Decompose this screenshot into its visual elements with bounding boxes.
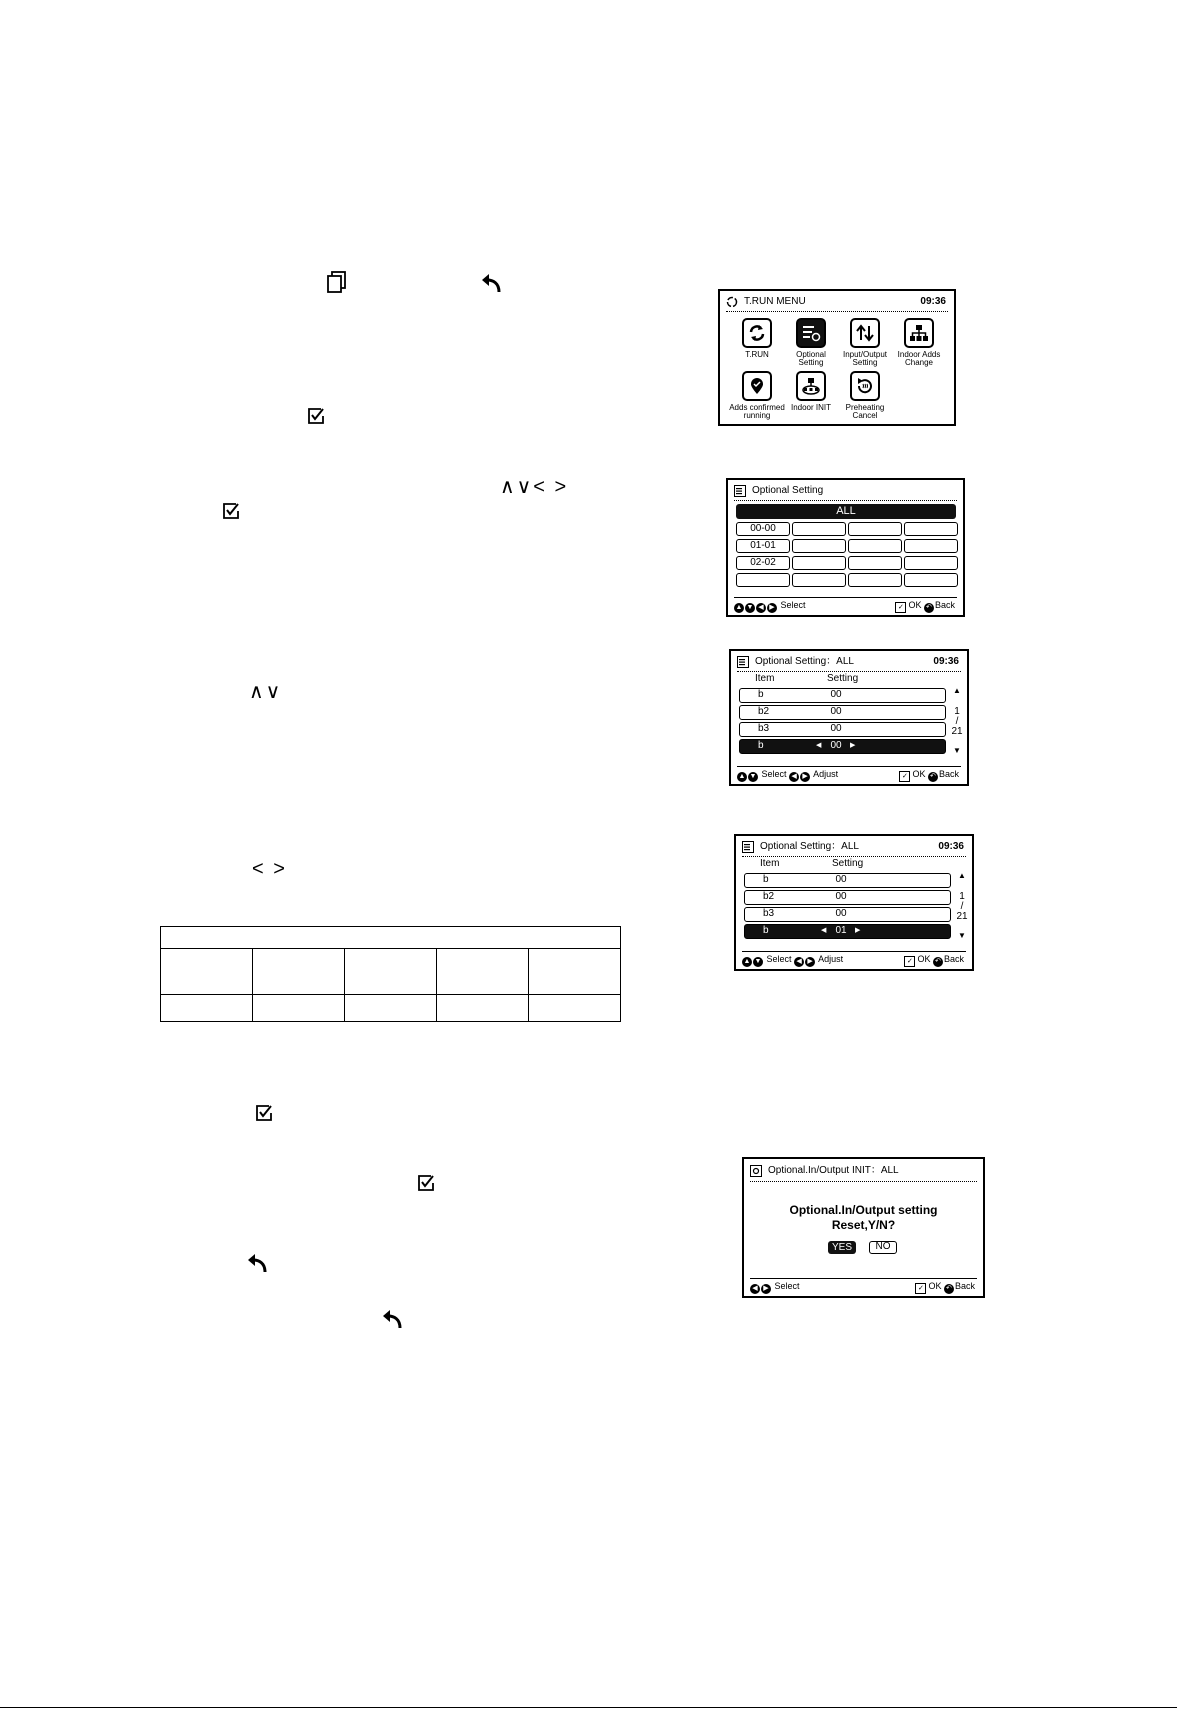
- screen-header: [737, 653, 961, 672]
- column-header-item: Item: [755, 673, 775, 684]
- blank-table: [160, 926, 621, 1022]
- arrow-keys-leftright: < >: [252, 858, 287, 880]
- menu-item-label: Preheating Cancel: [845, 403, 885, 420]
- down-button-icon: ▼: [754, 958, 762, 965]
- menu-item-indoor-init[interactable]: [783, 371, 839, 412]
- increase-arrow-icon: ▶: [850, 742, 856, 749]
- column-header-setting: Setting: [827, 673, 859, 684]
- screen-footer: [750, 1278, 977, 1293]
- setting-row-selected[interactable]: [739, 739, 946, 754]
- column-header-setting: Setting: [832, 858, 864, 869]
- back-button-icon: ↶: [944, 1284, 954, 1294]
- setting-row-selected[interactable]: [744, 924, 951, 939]
- page-current: 1: [959, 891, 965, 902]
- all-option-label: ALL: [836, 505, 856, 517]
- table-cell: [161, 949, 253, 995]
- footer-ok: OK: [908, 600, 922, 610]
- location-pin-icon: [742, 371, 772, 401]
- option-cell-label: 00-00: [750, 523, 776, 534]
- no-button-label: NO: [875, 1241, 891, 1252]
- row-item: b: [763, 874, 769, 885]
- option-cell[interactable]: [736, 522, 790, 536]
- option-cell[interactable]: [848, 539, 902, 553]
- footer-adjust: Adjust: [818, 954, 844, 964]
- trun-menu-screen: [718, 289, 956, 426]
- back-arrow-icon: [247, 1253, 269, 1273]
- screen-footer: [737, 766, 961, 781]
- up-button-icon: ▲: [735, 604, 743, 611]
- row-setting: 01: [835, 925, 847, 936]
- row-setting: 00: [835, 891, 847, 902]
- footer-ok: OK: [917, 954, 931, 964]
- table-cell: [345, 949, 437, 995]
- menu-item-label: Indoor INIT: [790, 403, 831, 412]
- footer-select: Select: [761, 769, 787, 779]
- screen-time: 09:36: [938, 841, 964, 852]
- option-cell[interactable]: [792, 539, 846, 553]
- option-cell[interactable]: [848, 556, 902, 570]
- all-option[interactable]: [736, 504, 956, 519]
- option-cell[interactable]: [904, 556, 958, 570]
- check-box-icon: [417, 1174, 435, 1192]
- back-button-icon: ↶: [928, 772, 938, 782]
- row-setting: 00: [835, 874, 847, 885]
- row-item: b2: [763, 891, 775, 902]
- footer-ok: OK: [912, 769, 926, 779]
- network-reset-icon: [796, 371, 826, 401]
- row-item: b3: [758, 723, 770, 734]
- menu-item-indoor-adds-change[interactable]: [891, 318, 947, 367]
- table-cell: [437, 949, 529, 995]
- ok-check-icon: ✓: [915, 1283, 926, 1294]
- footer-ok: OK: [928, 1281, 942, 1291]
- footer-select: Select: [780, 600, 806, 610]
- row-item: b: [758, 740, 764, 751]
- page-separator: /: [955, 716, 959, 727]
- menu-item-label: Optional Setting: [796, 350, 826, 367]
- row-item: b: [758, 689, 764, 700]
- decrease-arrow-icon: ◀: [821, 927, 827, 934]
- menu-item-trun[interactable]: [729, 318, 785, 359]
- setting-row[interactable]: [744, 873, 951, 888]
- footer-back: Back: [938, 769, 959, 779]
- option-cell[interactable]: [792, 522, 846, 536]
- option-cell[interactable]: [904, 573, 958, 587]
- scroll-down-icon[interactable]: ▼: [953, 746, 961, 755]
- page-total: 21: [956, 911, 968, 922]
- back-button-icon: ↶: [924, 603, 934, 613]
- network-icon: [904, 318, 934, 348]
- row-item: b3: [763, 908, 775, 919]
- footer-select: Select: [774, 1281, 800, 1291]
- screen-title: Optional Setting: [752, 485, 824, 496]
- back-arrow-icon: [382, 1309, 404, 1329]
- up-button-icon: ▲: [738, 773, 746, 780]
- option-cell-label: 02-02: [750, 557, 776, 568]
- right-button-icon: ▶: [767, 603, 777, 613]
- table-cell: [437, 995, 529, 1022]
- check-box-icon: [222, 502, 240, 520]
- recycle-icon: [742, 318, 772, 348]
- setting-row[interactable]: [744, 890, 951, 905]
- screen-footer: [734, 597, 957, 612]
- footer-select: Select: [766, 954, 792, 964]
- menu-item-label: Adds confirmed running: [729, 403, 785, 420]
- menu-item-preheating-cancel[interactable]: [837, 371, 893, 420]
- footer-back: Back: [934, 600, 955, 610]
- page-total: 21: [951, 726, 963, 737]
- option-cell[interactable]: [736, 539, 790, 553]
- settings-list-icon: [734, 485, 746, 497]
- arrow-keys-all: ∧∨< >: [500, 476, 569, 498]
- row-setting: 00: [830, 689, 842, 700]
- footer-back: Back: [943, 954, 964, 964]
- settings-list-icon: [796, 318, 826, 348]
- optional-setting-screen: [726, 478, 965, 617]
- option-cell[interactable]: [792, 573, 846, 587]
- table-header-cell: [161, 927, 621, 949]
- option-cell[interactable]: [736, 556, 790, 570]
- row-item: b2: [758, 706, 770, 717]
- option-cell[interactable]: [904, 522, 958, 536]
- preheat-cancel-icon: [850, 371, 880, 401]
- menu-item-label: Input/Output Setting: [842, 350, 888, 367]
- confirm-message-line2: Reset,Y/N?: [831, 1218, 896, 1232]
- no-button[interactable]: [869, 1241, 897, 1254]
- screen-footer: [742, 951, 966, 966]
- screen-title: Optional Setting：ALL: [755, 656, 854, 667]
- init-icon: [750, 1165, 762, 1177]
- up-down-arrows-icon: [850, 318, 880, 348]
- footer-adjust: Adjust: [813, 769, 839, 779]
- setting-row[interactable]: [744, 907, 951, 922]
- left-button-icon: ◀: [756, 603, 766, 613]
- confirm-message-line1: Optional.In/Output setting: [789, 1203, 938, 1217]
- right-button-icon: ▶: [761, 1284, 771, 1294]
- option-cell[interactable]: [736, 573, 790, 587]
- menu-item-input-output-setting[interactable]: [837, 318, 893, 367]
- yes-button-label: YES: [831, 1242, 852, 1253]
- page-separator: /: [960, 901, 964, 912]
- scroll-up-icon[interactable]: ▲: [958, 871, 966, 880]
- down-button-icon: ▼: [749, 773, 757, 780]
- yes-button[interactable]: [828, 1241, 856, 1254]
- row-setting: 00: [835, 908, 847, 919]
- menu-item-label: Indoor Adds Change: [897, 350, 941, 367]
- ok-check-icon: ✓: [904, 956, 915, 967]
- increase-arrow-icon: ▶: [855, 927, 861, 934]
- screen-time: 09:36: [933, 656, 959, 667]
- column-header-item: Item: [760, 858, 780, 869]
- ok-check-icon: ✓: [895, 602, 906, 613]
- recycle-icon: [726, 296, 738, 308]
- row-item: b: [763, 925, 769, 936]
- left-button-icon: ◀: [750, 1284, 760, 1294]
- screen-title: Optional.In/Output INIT：ALL: [768, 1165, 899, 1176]
- table-cell: [161, 995, 253, 1022]
- confirm-message: [744, 1203, 983, 1233]
- optional-io-init-screen: [742, 1157, 985, 1298]
- right-button-icon: ▶: [805, 957, 815, 967]
- footer-back: Back: [954, 1281, 975, 1291]
- ok-check-icon: ✓: [899, 771, 910, 782]
- option-cell[interactable]: [904, 539, 958, 553]
- settings-list-icon: [737, 656, 749, 668]
- option-cell[interactable]: [792, 556, 846, 570]
- table-cell: [253, 995, 345, 1022]
- scroll-down-icon[interactable]: ▼: [958, 931, 966, 940]
- scroll-up-icon[interactable]: ▲: [953, 686, 961, 695]
- table-cell: [529, 995, 621, 1022]
- screen-header: [734, 482, 957, 501]
- optional-setting-items-screen-adjusted: [734, 834, 974, 971]
- menu-item-adds-confirmed-running[interactable]: [729, 371, 785, 420]
- optional-setting-items-screen: [729, 649, 969, 786]
- decrease-arrow-icon: ◀: [816, 742, 822, 749]
- menu-item-label: T.RUN: [745, 350, 769, 359]
- page-copy-icon: [327, 271, 347, 293]
- row-setting: 00: [830, 706, 842, 717]
- screen-header: [726, 293, 948, 312]
- option-cell-label: 01-01: [750, 540, 776, 551]
- setting-row[interactable]: [739, 705, 946, 720]
- check-box-icon: [255, 1104, 273, 1122]
- option-cell[interactable]: [848, 522, 902, 536]
- check-box-icon: [307, 407, 325, 425]
- table-cell: [529, 949, 621, 995]
- option-cell[interactable]: [848, 573, 902, 587]
- row-setting: 00: [830, 723, 842, 734]
- left-button-icon: ◀: [794, 957, 804, 967]
- arrow-keys-updown: ∧∨: [249, 681, 283, 703]
- page-bottom-rule: [0, 1707, 1177, 1708]
- back-button-icon: ↶: [933, 957, 943, 967]
- table-cell: [253, 949, 345, 995]
- left-button-icon: ◀: [789, 772, 799, 782]
- up-button-icon: ▲: [743, 958, 751, 965]
- table-cell: [345, 995, 437, 1022]
- down-button-icon: ▼: [746, 604, 754, 611]
- screen-header: [742, 838, 966, 857]
- page-current: 1: [954, 706, 960, 717]
- setting-row[interactable]: [739, 688, 946, 703]
- settings-list-icon: [742, 841, 754, 853]
- screen-time: 09:36: [920, 296, 946, 307]
- menu-item-optional-setting[interactable]: [783, 318, 839, 367]
- screen-title: Optional Setting：ALL: [760, 841, 859, 852]
- screen-header: [750, 1161, 977, 1182]
- right-button-icon: ▶: [800, 772, 810, 782]
- back-arrow-icon: [481, 273, 503, 293]
- row-setting: 00: [830, 740, 842, 751]
- setting-row[interactable]: [739, 722, 946, 737]
- screen-title: T.RUN MENU: [744, 296, 806, 307]
